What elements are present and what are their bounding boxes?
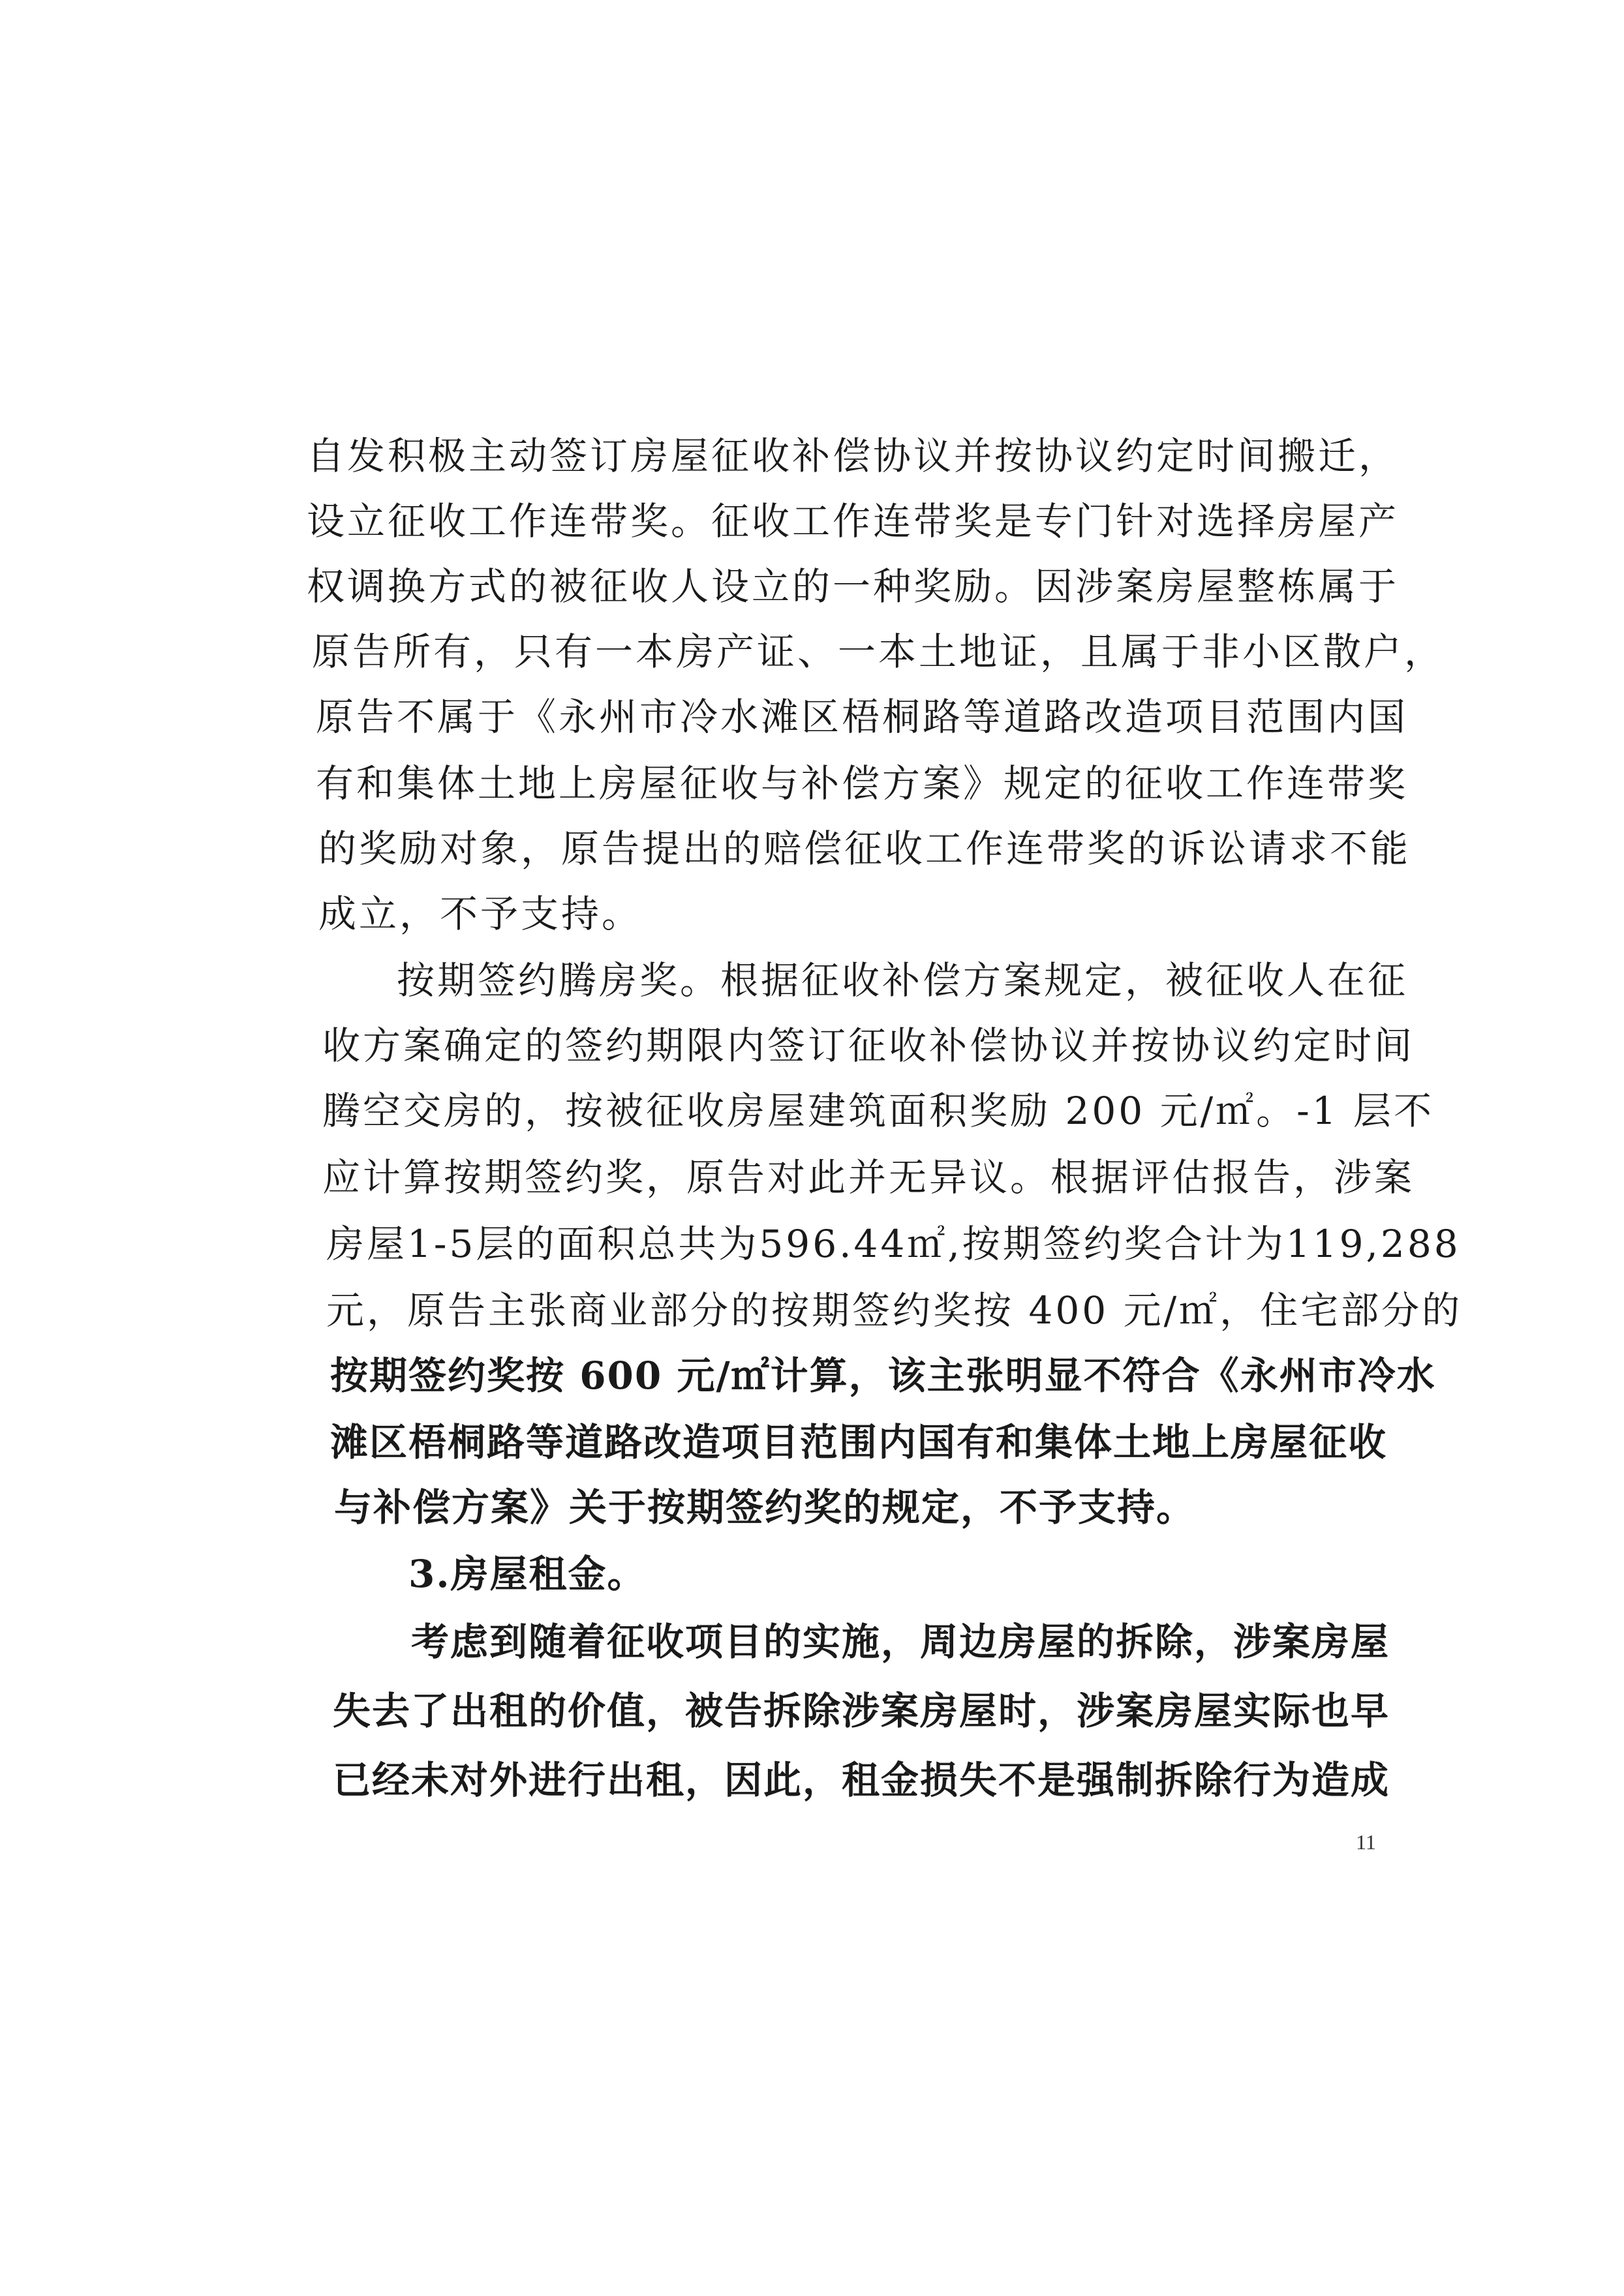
text-line: 原告所有，只有一本房产证、一本土地证，且属于非小区散户，	[312, 629, 1445, 674]
text-line: 的奖励对象，原告提出的赔偿征收工作连带奖的诉讼请求不能	[318, 826, 1411, 871]
text-line: 原告不属于《永州市冷水滩区梧桐路等道路改造项目范围内国	[316, 695, 1409, 739]
text-line: 权调换方式的被征收人设立的一种奖励。因涉案房屋整栋属于	[307, 564, 1400, 609]
text-line: 元，原告主张商业部分的按期签约奖按 400 元/㎡，住宅部分的	[326, 1288, 1463, 1333]
text-line: 按期签约奖按 600 元/㎡计算，该主张明显不符合《永州市冷水	[330, 1353, 1436, 1398]
text-line: 应计算按期签约奖，原告对此并无异议。根据评估报告，涉案	[322, 1155, 1415, 1200]
text-line: 考虑到随着征收项目的实施，周边房屋的拆除，涉案房屋	[411, 1620, 1390, 1664]
text-line: 房屋1-5层的面积总共为596.44㎡,按期签约奖合计为119,288	[326, 1222, 1461, 1266]
text-line: 与补偿方案》关于按期签约奖的规定，不予支持。	[334, 1485, 1196, 1530]
text-line: 设立征收工作连带奖。征收工作连带奖是专门针对选择房屋产	[307, 499, 1400, 543]
section-heading: 3.房屋租金。	[408, 1552, 647, 1596]
text-line: 收方案确定的签约期限内签订征收补偿协议并按协议约定时间	[322, 1023, 1415, 1068]
text-line: 成立，不予支持。	[318, 892, 643, 936]
text-line: 有和集体土地上房屋征收与补偿方案》规定的征收工作连带奖	[316, 761, 1409, 806]
page-number: 11	[1356, 1830, 1376, 1854]
text-line: 已经未对外进行出租，因此，租金损失不是强制拆除行为造成	[333, 1758, 1390, 1802]
text-line: 滩区梧桐路等道路改造项目范围内国有和集体土地上房屋征收	[330, 1420, 1388, 1464]
text-line: 腾空交房的，按被征收房屋建筑面积奖励 200 元/㎡。-1 层不	[322, 1089, 1435, 1133]
text-line: 自发积极主动签订房屋征收补偿协议并按协议约定时间搬迁，	[307, 434, 1400, 478]
text-line: 按期签约腾房奖。根据征收补偿方案规定，被征收人在征	[397, 958, 1409, 1003]
text-line: 失去了出租的价值，被告拆除涉案房屋时，涉案房屋实际也早	[333, 1689, 1390, 1733]
